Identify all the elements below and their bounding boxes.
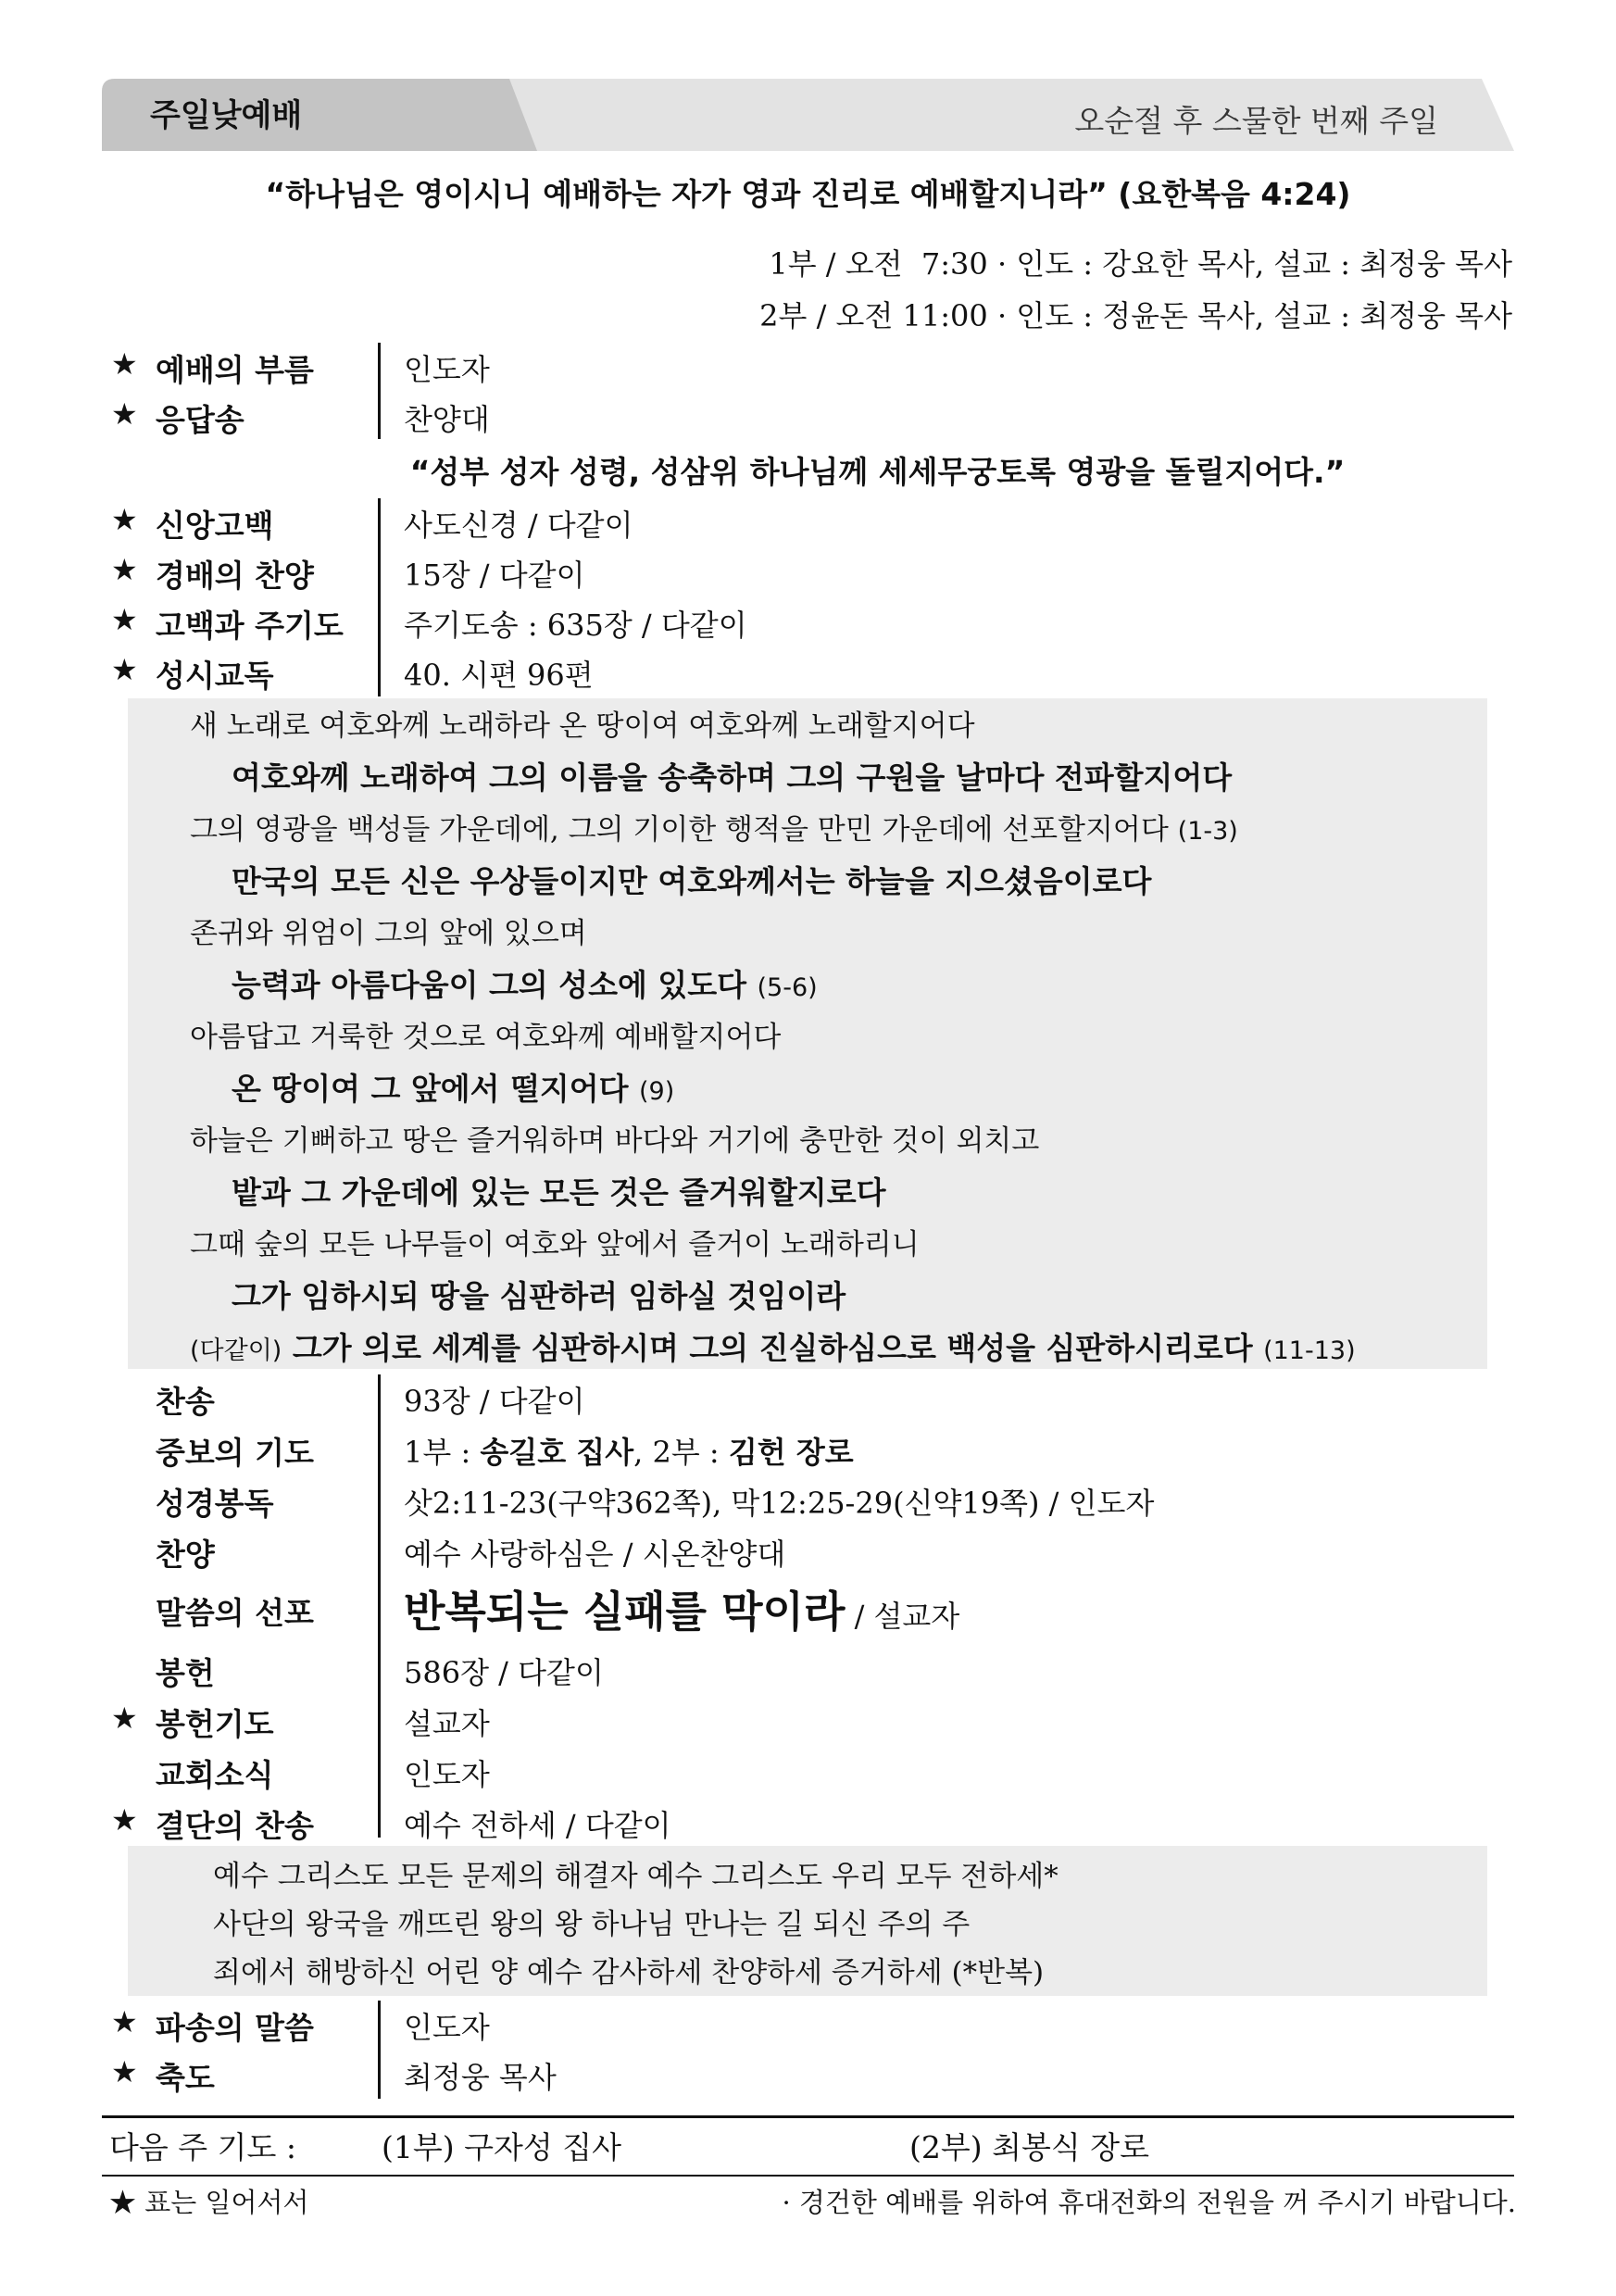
order-row bbox=[111, 1474, 1519, 1524]
star-icon: ★ bbox=[111, 552, 138, 587]
order-row bbox=[111, 1797, 1519, 1847]
sermon-title: 반복되는 실패를 막이라 bbox=[404, 1587, 846, 1637]
order-row bbox=[111, 1525, 1519, 1575]
order-value: 93장 / 다같이 bbox=[404, 1384, 585, 1419]
divider bbox=[102, 2115, 1514, 2118]
sermon: 반복되는 실패를 막이라 / 설교자 bbox=[404, 1587, 960, 1637]
order-label: 축도 bbox=[156, 2060, 215, 2096]
star-icon: ★ bbox=[111, 652, 138, 687]
star-icon: ★ bbox=[111, 502, 138, 537]
order-label: 교회소식 bbox=[156, 1757, 274, 1793]
next-prayer-1: (1부) 구자성 집사 bbox=[382, 2129, 621, 2165]
order-value: 인도자 bbox=[404, 1757, 490, 1792]
psalm-line-all: (다같이) 그가 의로 세계를 심판하시며 그의 진실하심으로 백성을 심판하시리로다 (11-13) bbox=[190, 1330, 1356, 1366]
order-label: 고백과 주기도 bbox=[156, 608, 344, 644]
page-subtitle: 오순절 후 스물한 번째 주일 bbox=[1074, 103, 1438, 139]
psalm-line: 밭과 그 가운데에 있는 모든 것은 즐거워할지로다 bbox=[232, 1174, 886, 1211]
psalm-line: 그의 영광을 백성들 가운데에, 그의 기이한 행적을 만민 가운데에 선포할지어다 (1-3) bbox=[190, 813, 1238, 847]
order-label: 경배의 찬양 bbox=[156, 558, 314, 594]
order-label: 성시교독 bbox=[156, 658, 274, 694]
star-icon: ★ bbox=[111, 1700, 138, 1736]
phone-notice: · 경건한 예배를 위하여 휴대전화의 전원을 꺼 주시기 바랍니다. bbox=[782, 2187, 1516, 2218]
psalm-line: 능력과 아름다움이 그의 성소에 있도다 (5-6) bbox=[232, 967, 818, 1003]
psalm-line: 만국의 모든 신은 우상들이지만 여호와께서는 하늘을 지으셨음이로다 bbox=[232, 863, 1152, 899]
order-row bbox=[111, 1999, 1519, 2049]
order-value: 586장 / 다같이 bbox=[404, 1655, 604, 1690]
order-label: 봉헌 bbox=[156, 1655, 215, 1691]
psalm-line: 여호와께 노래하여 그의 이름을 송축하며 그의 구원을 날마다 전파할지어다 bbox=[232, 759, 1233, 796]
hymn-line: 예수 그리스도 모든 문제의 해결자 예수 그리스도 우리 모두 전하세* bbox=[213, 1860, 1059, 1893]
order-row bbox=[111, 1424, 1519, 1474]
order-label: 성경봉독 bbox=[156, 1486, 274, 1522]
page-title: 주일낮예배 bbox=[150, 97, 303, 134]
order-row bbox=[111, 341, 1519, 391]
order-row bbox=[111, 1695, 1519, 1745]
order-value: 예수 전하세 / 다같이 bbox=[404, 1808, 671, 1843]
star-icon: ★ bbox=[111, 602, 138, 637]
psalm-line: 그때 숲의 모든 나무들이 여호와 앞에서 즐거이 노래하리니 bbox=[190, 1228, 920, 1261]
service-info-2: 2부 / 오전 11:00 · 인도 : 정윤돈 목사, 설교 : 최정웅 목사 bbox=[759, 298, 1512, 333]
star-icon: ★ bbox=[111, 346, 138, 382]
order-row bbox=[111, 546, 1519, 596]
order-label: 응답송 bbox=[156, 402, 244, 438]
order-value: 15장 / 다같이 bbox=[404, 558, 585, 593]
order-label: 봉헌기도 bbox=[156, 1706, 274, 1742]
psalm-line: 새 노래로 여호와께 노래하라 온 땅이여 여호와께 노래할지어다 bbox=[190, 709, 975, 743]
order-row bbox=[111, 1746, 1519, 1796]
order-value: 찬양대 bbox=[404, 402, 490, 437]
order-row bbox=[111, 391, 1519, 441]
psalm-line: 온 땅이여 그 앞에서 떨지어다 (9) bbox=[232, 1071, 675, 1107]
next-prayer-label: 다음 주 기도 : bbox=[109, 2129, 296, 2165]
order-value: 인도자 bbox=[404, 2010, 490, 2045]
order-label: 예배의 부름 bbox=[156, 352, 314, 388]
order-label: 파송의 말씀 bbox=[156, 2010, 314, 2046]
service-info-1: 1부 / 오전 7:30 · 인도 : 강요한 목사, 설교 : 최정웅 목사 bbox=[769, 246, 1512, 282]
order-label: 신앙고백 bbox=[156, 508, 274, 544]
order-label: 결단의 찬송 bbox=[156, 1808, 314, 1844]
order-value: 설교자 bbox=[404, 1706, 490, 1741]
psalm-line: 아름답고 거룩한 것으로 여호와께 예배할지어다 bbox=[190, 1021, 782, 1054]
order-row bbox=[111, 496, 1519, 546]
order-row bbox=[111, 2049, 1519, 2099]
order-value: 예수 사랑하심은 / 시온찬양대 bbox=[404, 1537, 786, 1572]
order-value: 40. 시편 96편 bbox=[404, 658, 594, 693]
next-prayer-2: (2부) 최봉식 장로 bbox=[909, 2129, 1149, 2165]
star-icon: ★ bbox=[111, 396, 138, 432]
divider bbox=[102, 2175, 1514, 2177]
order-row bbox=[111, 646, 1519, 696]
order-row bbox=[111, 1584, 1519, 1637]
star-icon: ★ bbox=[111, 1802, 138, 1838]
order-value: 주기도송 : 635장 / 다같이 bbox=[404, 608, 747, 643]
order-value: 인도자 bbox=[404, 352, 490, 387]
order-value: 1부 : 송길호 집사, 2부 : 김헌 장로 bbox=[404, 1435, 854, 1470]
order-value: 삿2:11-23(구약362쪽), 막12:25-29(신약19쪽) / 인도자 bbox=[404, 1486, 1155, 1521]
psalm-line: 존귀와 위엄이 그의 앞에 있으며 bbox=[190, 917, 587, 950]
order-row bbox=[111, 596, 1519, 646]
order-label: 말씀의 선포 bbox=[156, 1595, 314, 1631]
hymn-line: 죄에서 해방하신 어린 양 예수 감사하세 찬양하세 증거하세 (*반복) bbox=[213, 1956, 1045, 1989]
order-label: 찬송 bbox=[156, 1384, 215, 1420]
psalm-line: 그가 임하시되 땅을 심판하러 임하실 것임이라 bbox=[232, 1278, 846, 1314]
standing-note: ★ 표는 일어서서 bbox=[109, 2187, 309, 2218]
order-label: 중보의 기도 bbox=[156, 1435, 314, 1471]
order-value: 사도신경 / 다같이 bbox=[404, 508, 633, 543]
star-icon: ★ bbox=[111, 2054, 138, 2089]
motto-verse: “하나님은 영이시니 예배하는 자가 영과 진리로 예배할지니라” (요한복음 4:24) bbox=[265, 176, 1351, 212]
order-label: 찬양 bbox=[156, 1537, 215, 1573]
doxology-text: “성부 성자 성령, 성삼위 하나님께 세세무궁토록 영광을 돌릴지어다.” bbox=[409, 454, 1346, 490]
order-value: 최정웅 목사 bbox=[404, 2060, 557, 2095]
order-row bbox=[111, 1373, 1519, 1423]
star-icon: ★ bbox=[111, 2004, 138, 2039]
hymn-line: 사단의 왕국을 깨뜨린 왕의 왕 하나님 만나는 길 되신 주의 주 bbox=[213, 1908, 971, 1941]
page-header bbox=[102, 79, 1514, 151]
psalm-line: 하늘은 기뻐하고 땅은 즐거워하며 바다와 거기에 충만한 것이 외치고 bbox=[190, 1124, 1040, 1158]
order-row bbox=[111, 1644, 1519, 1694]
